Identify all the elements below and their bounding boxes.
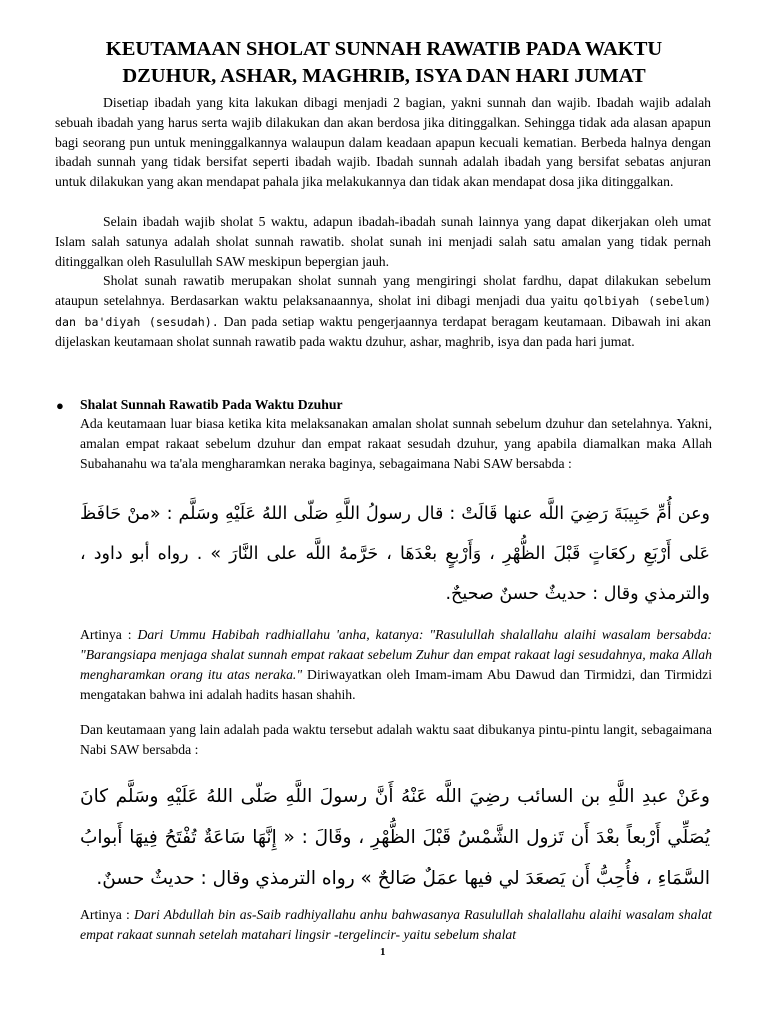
translation-2-italic: Dari Abdullah bin as-Saib radhiyallahu anhu bahwasanya Rasulullah shalallahu alaihi wasalam shalat empat rakaat sunnah setelah matahari lingsir -tergelincir- yaitu sebelum shalat xyxy=(80,907,712,942)
section-intro: Ada keutamaan luar biasa ketika kita melaksanakan amalan sholat sunnah sebelum dzuhur dan setelahnya. Yakni, amalan empat rakaat sebelum dzuhur dan empat rakaat sesudah dzuhur, yang apabila diamalkan maka Allah Subahanahu wa ta'ala mengharamkan neraka baginya, sebagaimana Nabi SAW bersabda : xyxy=(80,416,712,471)
title-line-1: KEUTAMAAN SHOLAT SUNNAH RAWATIB PADA WAKTU xyxy=(105,38,663,60)
definition-terms: qolbiyah (sebelum) dan ba'diyah (sesudah). xyxy=(55,293,712,329)
definition-text-a: Sholat sunah rawatib merupakan sholat sunnah yang mengiringi sholat fardhu, dapat dilakukan sebelum ataupun setelahnya. Berdasarkan waktu pelaksanaannya, sholat ini dibagi menjadi dua yaitu xyxy=(55,273,711,308)
page-number: 1 xyxy=(380,946,386,958)
translation-1-italic: Dari Ummu Habibah radhiallahu 'anha, katanya: "Rasulullah shalallahu alaihi wasalam bersabda: "Barangsiapa menjaga shalat sunnah empat rakaat sebelum Zuhur dan empat rakaat lagi sesudahnya, maka Allah mengharamkan orang itu atas neraka." xyxy=(80,627,712,682)
arabic-hadith-2: وعَنْ عبدِ اللَّهِ بن السائب رضِيَ اللَّه عَنْهُ أَنَّ رسولَ اللَّهِ صَلّى اللهُ عَلَيْهِ وسَلَّم كانَ يُصَلِّي أَرْبعاً بعْدَ أَن تَزول الشَّمْسُ قَبْلَ الظُّهْرِ ، وقَالَ : « إِنَّهَا سَاعَةٌ تُفْتَحُ فِيهَا أَبوابُ السَّمَاءِ ، فأُحِبُّ أَن يَصعَدَ لي فيها عمَلٌ صَالحٌ » رواه الترمذي وقال : حديثٌ حسنٌ. xyxy=(80,786,710,889)
translation-1-label: Artinya : xyxy=(80,627,138,642)
section-heading-dzuhur: Shalat Sunnah Rawatib Pada Waktu Dzuhur xyxy=(80,397,343,412)
paragraph-next: Dan keutamaan yang lain adalah pada waktu tersebut adalah waktu saat dibukanya pintu-pintu langit, sebagaimana Nabi SAW bersabda : xyxy=(80,722,712,757)
document-title xyxy=(80,36,688,90)
paragraph-rawatib: Selain ibadah wajib sholat 5 waktu, adapun ibadah-ibadah sunah lainnya yang dapat dikerjakan oleh umat Islam salah satunya adalah sholat sunnah rawatib. sholat sunah ini menjadi salah satu amalan yang tidak pernah ditinggalkan oleh Rasulullah SAW meskipun bepergian jauh. xyxy=(55,214,711,269)
translation-2-label: Artinya : xyxy=(80,907,134,922)
arabic-hadith-1: وعن أُمِّ حَبِيبَةَ رَضِيَ اللَّه عنها قَالَتْ : قال رسولُ اللَّهِ صَلّى اللهُ عَلَيْهِ وسَلَّم : «منْ حَافَظَ عَلى أَرْبَعِ ركعَاتٍ قَبْلَ الظُّهْرِ ، وَأَرْبعٍ بعْدَهَا ، حَرَّمهُ اللَّه على النَّارَ » . رواه أبو داود ، والترمذي وقال : حديثٌ حسنٌ صحيحٌ. xyxy=(80,504,710,604)
translation-2 xyxy=(80,905,712,945)
paragraph-intro: Disetiap ibadah yang kita lakukan dibagi menjadi 2 bagian, yakni sunnah dan wajib. Ibadah wajib adalah sebuah ibadah yang harus serta wajib dilakukan dan akan berdosa jika ditinggalkan. Sehingga tidak ada alasan apapun bagi seorang pun untuk meninggalkannya walaupun dalam keadaan apapun kecuali kematian. Berbeda halnya dengan ibadah sunnah yang tidak bersifat seperti ibadah wajib. Ibadah sunnah adalah ibadah yang bersifat sebatas anjuran untuk dilakukan yang akan mendapat pahala jika melakukannya dan tidak akan mendapat dosa jika ditinggalkan. xyxy=(55,95,711,190)
bullet-icon: ● xyxy=(56,398,64,413)
paragraph-definition xyxy=(55,271,711,352)
title-line-2: DZUHUR, ASHAR, MAGHRIB, ISYA DAN HARI JUMAT xyxy=(122,65,646,87)
translation-1 xyxy=(80,625,712,705)
definition-text-b: Dan pada setiap waktu pengerjaannya terdapat beragam keutamaan. Dibawah ini akan dijelaskan keutamaan sholat sunnah rawatib pada waktu dzuhur, ashar, maghrib, isya dan pada hari jumat. xyxy=(55,313,711,350)
translation-1-rest: Diriwayatkan oleh Imam-imam Abu Dawud dan Tirmidzi, dan Tirmidzi mengatakan bahwa ini adalah hadits hasan shahih. xyxy=(80,667,712,702)
